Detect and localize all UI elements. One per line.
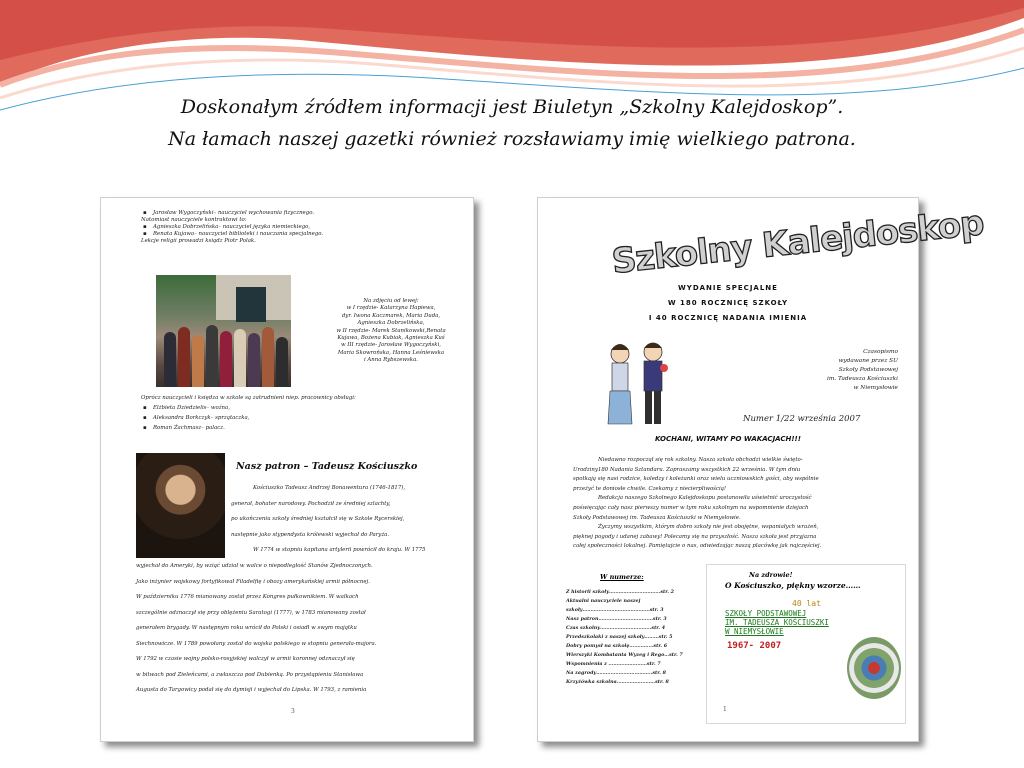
special-edition-line: I 40 ROCZNICĘ NADANIA IMIENIA <box>648 314 808 322</box>
toc-item: Wierszyki Kombatanta Wyzeg i Rego…str. 7 <box>566 652 683 658</box>
page-number: 1 <box>723 706 727 713</box>
caption-line: dyr. Iwona Kaczmarek, Maria Duda, <box>341 312 441 319</box>
toc-item: Wspomnienia z ……………………str. 7 <box>566 661 661 667</box>
patron-line: Augusta do Targowicy podał się do dymisji i wyjechał do Lipska. W 1793, z ramienia <box>136 687 367 693</box>
staff-item: ▪ Agnieszka Dobrzelińska– nauczyciel języka niemieckiego, <box>141 224 441 231</box>
staff-list <box>141 210 441 245</box>
page-number: 3 <box>291 708 295 715</box>
intro-line: Niedawno rozpoczął się rok szkolny. Nasza szkoła obchodzi wielkie święto- <box>598 457 803 463</box>
patron-text-top <box>231 481 451 559</box>
patron-text-bottom <box>136 559 451 699</box>
patron-line: W 1774 w stopniu kapitana artylerii powrócił do kraju. W 1775 <box>253 547 426 553</box>
anniversary-years: 40 lat <box>792 599 821 608</box>
caption-line: Na zdjęciu od lewej: <box>363 298 419 304</box>
publisher-line: wydawane przez SU <box>838 358 898 364</box>
worker-item: ▪ Aleksandra Borkczyk– sprzątaczka, <box>141 413 451 423</box>
caption-line: i Anna Rybszewska. <box>363 357 419 364</box>
patron-line: Kościuszko Tadeusz Andrzej Bonawentura (1746-1817), <box>253 485 406 491</box>
patron-line: Jako inżynier wojskowy fortyfikował Filadelfię i obozy amerykańskiej armii północnej. <box>136 578 370 585</box>
intro-line: całej społeczności lokalnej. Pamiętajcie o nas, odwiedzając naszą placówkę jak najczęściej. <box>573 543 822 550</box>
intro-line: poświęcając cały nasz pierwszy numer w tym roku szkolnym na wspomnienie dziejach <box>573 504 809 511</box>
worker-item: ▪ Roman Żachmasz– palacz. <box>141 423 451 433</box>
worker-item: ▪ Elżbieta Dziedzielis– woźna, <box>141 403 451 413</box>
toc-item: Krzyżówka szkolna……………………str. 8 <box>566 679 669 685</box>
staff-note: Lekcje religii prowadzi ksiądz Piotr Polak. <box>141 238 256 244</box>
intro-line: Życzymy wszystkim, którym dobro szkoły nie jest obojętne, wspaniałych wrażeń, <box>598 524 819 531</box>
patron-line: po ukończeniu szkoły średniej kształcił się w Szkole Rycerskiej, <box>231 516 405 522</box>
patron-line: następnie jako stypendysta królewski wyjechał do Paryża. <box>231 531 390 538</box>
school-line: SZKOŁY PODSTAWOWEJ <box>725 609 807 618</box>
toc-item: Czas szkolny…………………………..str. 4 <box>566 625 666 631</box>
headline-line-2: Na łamach naszej gazetki również rozsławiamy imię wielkiego patrona. <box>168 128 856 150</box>
box-subtitle: O Kościuszko, piękny wzorze…… <box>725 581 861 590</box>
publisher-info <box>768 348 898 393</box>
kids-illustration <box>598 336 678 426</box>
table-of-contents <box>566 588 696 687</box>
publisher-line: Szkoły Podstawowej <box>838 367 898 373</box>
school-line: IM. TADEUSZA KOŚCIUSZKI <box>725 618 829 627</box>
issue-number: Numer 1/22 września 2007 <box>743 414 861 424</box>
patron-line: wyjechał do Ameryki, by wziąć udział w walce o niepodległość Stanów Zjednoczonych. <box>136 563 373 569</box>
caption-line: w III rzędzie- Jarosław Wygoczyński, <box>340 342 442 349</box>
staff-item: ▪ Renata Kujawa– nauczyciel biblioteki i nauczania specjalnego. <box>141 231 441 238</box>
caption-line: w I rzędzie- Katarzyna Hapiewa, <box>346 305 436 312</box>
caption-line: Maria Skowrońska, Hanna Leśniewska <box>337 349 445 356</box>
intro-line: pięknej pogody i udanej zabawy! Polecamy się na przyszłość. Nasza szkoła jest przyjazna <box>573 533 817 540</box>
headline-line-1: Doskonałym źródłem informacji jest Biuletyn „Szkolny Kalejdoskop”. <box>180 96 844 118</box>
toc-item: Przedszkolaki z naszej szkoły………str. 5 <box>566 634 673 640</box>
patron-line: W październiku 1776 mianowany został przez Kongres pułkownikiem. W walkach <box>136 594 359 600</box>
staff-intro: Natomiast nauczyciele kontraktowi to: <box>141 217 247 223</box>
caption-line: Agnieszka Dobrzelińska, <box>357 320 425 327</box>
caption-line: w II rzędzie- Marek Stanikowski,Renata <box>336 327 446 334</box>
caption-line: Kujawa, Bożena Kubiak, Agnieszka Kuś <box>337 335 445 342</box>
staff-photo <box>156 275 291 387</box>
workers-intro: Oprócz nauczycieli i księdza w szkole są zatrudnieni niep. pracownicy obsługi: <box>141 395 356 401</box>
publisher-line: Czasopismo <box>863 349 898 355</box>
intro-line: przeżyć te doniosłe chwile. Czekamy z niecierpliwością! <box>573 485 727 492</box>
publisher-line: w Niemysłowie <box>853 385 898 391</box>
newsletter-page-right <box>537 197 986 742</box>
year-span: 1967- 2007 <box>727 641 782 651</box>
toc-item: Dobry pomysł na szkolę……………str. 6 <box>566 643 668 649</box>
patron-heading: Nasz patron – Tadeusz Kościuszko <box>236 461 418 472</box>
workers-list <box>141 393 451 433</box>
greeting: KOCHANI, WITAMY PO WAKACJACH!!! <box>655 435 801 443</box>
intro-line: Szkoły Podstawowej im. Tadeusza Kościuszki w Niemysłowie. <box>573 514 741 521</box>
toc-title: W numerze: <box>600 573 644 581</box>
patron-line: szczególnie odznaczył się przy oblężeniu Saratogi (1777), w 1783 mianowany został <box>136 609 366 616</box>
patron-line: generałem brygady. W następnym roku wrócił do Polski i osiadł w swym majątku <box>136 625 357 631</box>
toc-item: Na zagrody……………………………..str. 8 <box>566 670 667 676</box>
intro-text <box>573 456 893 552</box>
photo-caption <box>316 298 466 365</box>
patron-line: Siechnowicze. W 1789 powołany został do wojska polskiego w stopniu generała-majora. <box>136 640 377 647</box>
patron-portrait <box>136 453 225 558</box>
patron-line: W 1792 w czasie wojny polsko-rosyjskiej walczył w armii koronnej odznaczył się <box>136 656 355 662</box>
school-seal-icon <box>847 637 901 699</box>
patron-line: w bitwach pod Zieleńcami, a zwłaszcza pod Dubienką. Po przystąpieniu Stanisława <box>136 671 364 678</box>
svg-text:Szkolny Kalejdoskop: Szkolny Kalejdoskop <box>609 203 986 282</box>
toc-item: szkoły……………………………………str. 3 <box>566 607 664 613</box>
box-title: Na zdrowie! <box>749 571 793 579</box>
special-edition-line: WYDANIE SPECJALNE <box>678 284 778 292</box>
toc-item: Z historii szkoły…………………………..str. 2 <box>566 589 675 595</box>
intro-line: spotkają się nasi rodzice, koledzy i koleżanki oraz wielu uczniowskich gości, aby wspólnie <box>573 476 819 483</box>
newsletter-page-left <box>100 197 474 742</box>
patron-line: generał, bohater narodowy. Pochodził ze średniej szlachty, <box>231 500 391 507</box>
school-name <box>725 609 829 636</box>
special-edition-line: W 180 ROCZNICĘ SZKOŁY <box>667 299 789 307</box>
staff-item: ▪ Jarosław Wygoczyński– nauczyciel wychowania fizycznego. <box>141 210 441 217</box>
anniversary-box <box>706 564 906 724</box>
publisher-line: im. Tadeusza Kościuszki <box>827 376 898 382</box>
masthead-logo <box>606 203 986 282</box>
intro-line: Redakcja naszego Szkolnego Kalejdoskopu postanowiła uświetnić uroczystość <box>598 495 812 502</box>
school-line: W NIEMYSŁOWIE <box>725 627 784 636</box>
intro-line: Urodziny180 Nadania Sztandaru. Zapraszamy wszystkich 22 września. W tym dniu <box>573 466 801 473</box>
toc-item: Aktualni nauczyciele naszej <box>566 598 641 604</box>
toc-item: Nasz patron…………………………….str. 3 <box>566 616 667 622</box>
